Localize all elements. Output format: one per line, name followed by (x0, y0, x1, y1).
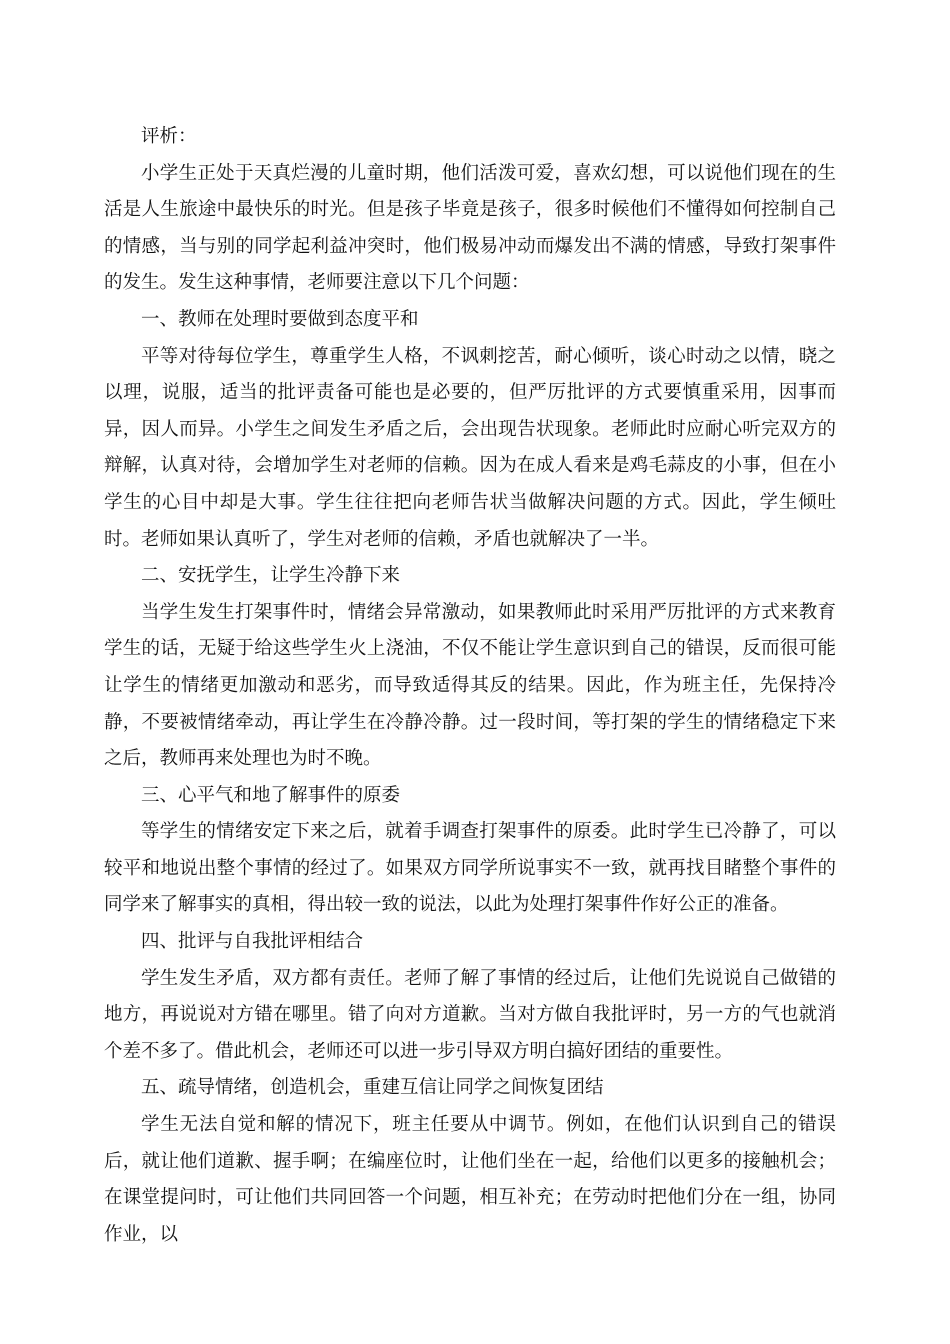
section-4-heading: 四、批评与自我批评相结合 (141, 931, 364, 953)
section-2-body: 当学生发生打架事件时，情绪会异常激动，如果教师此时采用严厉批评的方式来教育学生的话，无疑于给这些学生火上浇油，不仅不能让学生意识到自己的错误，反而很可能让学生的情绪更加激动和恶劣，而导致适得其反的结果。因此，作为班主任，先保持冷静，不要被情绪牵动，再让学生在冷静冷静。过一段时间，等打架的学生的情绪稳定下来之后，教师再来处理也为时不晚。 (104, 601, 836, 770)
section-5-heading: 五、疏导情绪，创造机会，重建互信让同学之间恢复团结 (141, 1077, 604, 1099)
section-5-body: 学生无法自觉和解的情况下，班主任要从中调节。例如，在他们认识到自己的错误后，就让他们道歉、握手啊；在编座位时，让他们坐在一起，给他们以更多的接触机会；在课堂提问时，可让他们共同回答一个问题，相互补充；在劳动时把他们分在一组，协同作业，以 (104, 1114, 836, 1245)
section-1-heading: 一、教师在处理时要做到态度平和 (141, 308, 419, 330)
section-3-heading: 三、心平气和地了解事件的原委 (141, 784, 401, 806)
document-body (104, 119, 836, 1253)
label-paragraph: 评析： (141, 126, 197, 147)
section-2-heading: 二、安抚学生，让学生冷静下来 (141, 565, 401, 587)
section-4-body: 学生发生矛盾，双方都有责任。老师了解了事情的经过后，让他们先说说自己做错的地方，再说说对方错在哪里。错了向对方道歉。当对方做自我批评时，另一方的气也就消个差不多了。借此机会，老师还可以进一步引导双方明白搞好团结的重要性。 (104, 967, 836, 1062)
section-3-body: 等学生的情绪安定下来之后，就着手调查打架事件的原委。此时学生已冷静了，可以较平和地说出整个事情的经过了。如果双方同学所说事实不一致，就再找目睹整个事件的同学来了解事实的真相，得出较一致的说法，以此为处理打架事件作好公正的准备。 (104, 821, 836, 916)
intro-paragraph: 小学生正处于天真烂漫的儿童时期，他们活泼可爱，喜欢幻想，可以说他们现在的生活是人生旅途中最快乐的时光。但是孩子毕竟是孩子，很多时候他们不懂得如何控制自己的情感，当与别的同学起利益冲突时，他们极易冲动而爆发出不满的情感，导致打架事件的发生。发生这种事情，老师要注意以下几个问题： (104, 162, 836, 294)
section-1-body: 平等对待每位学生，尊重学生人格，不讽刺挖苦，耐心倾听，谈心时动之以情，晓之以理，说服，适当的批评责备可能也是必要的，但严厉批评的方式要慎重采用，因事而异，因人而异。小学生之间发生矛盾之后，会出现告状现象。老师此时应耐心听完双方的辩解，认真对待，会增加学生对老师的信赖。因为在成人看来是鸡毛蒜皮的小事，但在小学生的心目中却是大事。学生往往把向老师告状当做解决问题的方式。因此，学生倾吐时。老师如果认真听了，学生对老师的信赖，矛盾也就解决了一半。 (104, 345, 836, 550)
